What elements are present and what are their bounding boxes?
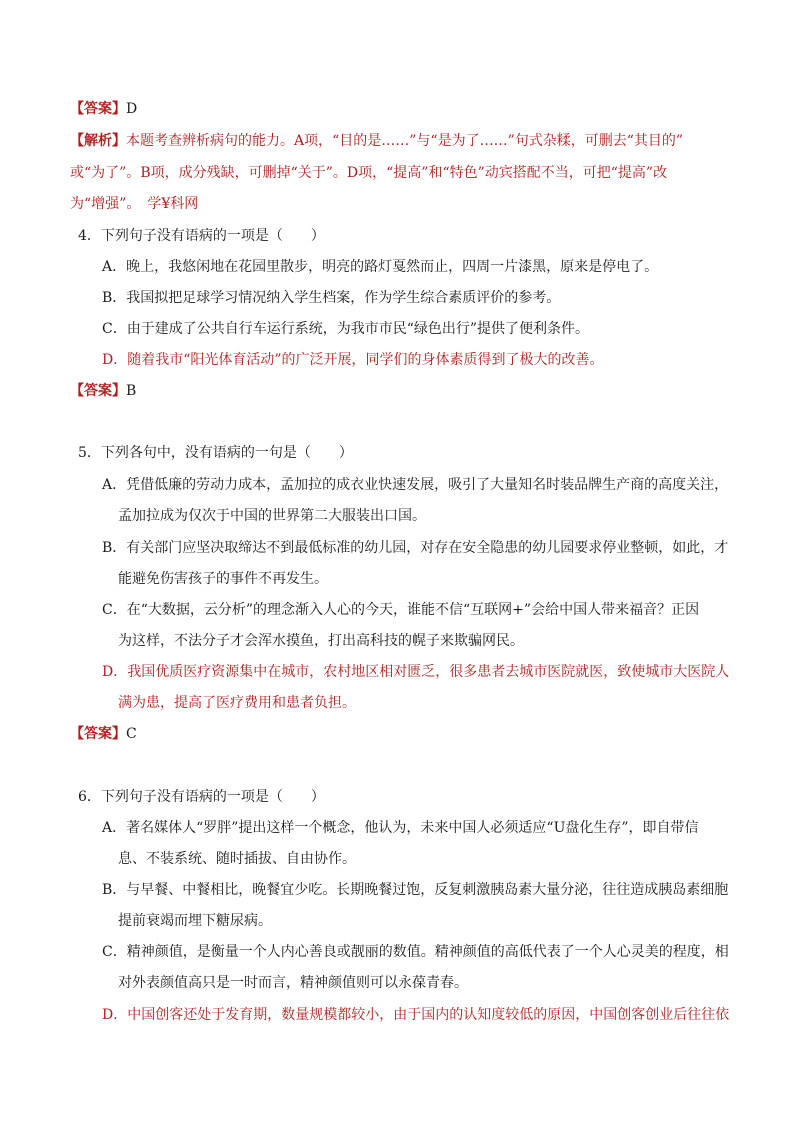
answer-tag: 【答案】 [70,383,126,399]
answer-tag: 【答案】 [70,726,126,742]
question-6-option-c-line-2: 对外表颜值高只是一时而言，精神颜值则可以永葆青春。 [118,975,468,991]
question-6-option-d-line-1: D．中国创客还处于发育期，数量规模都较小，由于国内的认知度较低的原因，中国创客创业后往往依 [102,1007,730,1023]
question-5-option-b-line-1: B．有关部门应坚决取缔达不到最低标准的幼儿园，对存在安全隐患的幼儿园要求停业整顿，如此，才 [102,540,729,556]
analysis-line-3: 为“增强”。 学¥科网 [70,196,199,212]
question-6-option-b-line-1: B．与早餐、中餐相比，晚餐宜少吃。长期晚餐过饱，反复刺激胰岛素大量分泌，往往造成胰岛素细胞 [102,882,729,898]
question-4-option-b: B．我国拟把足球学习情况纳入学生档案，作为学生综合素质评价的参考。 [102,290,561,306]
question-6-option-a-line-1: A．著名媒体人“罗胖”提出这样一个概念，他认为，未来中国人必须适应“U盘化生存”，即自带信 [102,820,699,836]
question-5-option-d-line-2: 满为患，提高了医疗费用和患者负担。 [118,695,356,711]
question-4-answer [70,381,136,401]
question-5-option-c-line-1: C．在“大数据，云分析”的理念渐入人心的今天，谁能不信“互联网+”会给中国人带来福音？正因 [102,602,700,618]
question-6-stem: 6．下列句子没有语病的一项是（ ） [78,789,325,805]
analysis-line-2: 或“为了”。B项，成分残缺，可删掉“关于”。D项，“提高”和“特色”动宾搭配不当，可把“提高”改 [70,165,668,181]
analysis-tag: 【解析】 [70,133,126,149]
answer-tag: 【答案】 [70,101,126,117]
question-5-option-b-line-2: 能避免伤害孩子的事件不再发生。 [118,571,328,587]
question-5-stem: 5．下列各句中，没有语病的一句是（ ） [78,445,353,461]
question-4-option-a: A．晚上，我悠闲地在花园里散步，明亮的路灯戛然而止，四周一片漆黑，原来是停电了。 [102,259,659,275]
question-4-option-d: D．随着我市“阳光体育活动”的广泛开展，同学们的身体素质得到了极大的改善。 [102,352,604,368]
question-4-stem: 4．下列句子没有语病的一项是（ ） [78,228,325,244]
question-5-answer [70,724,137,744]
question-6-option-b-line-2: 提前衰竭而埋下糖尿病。 [118,913,272,929]
question-5-option-c-line-2: 为这样，不法分子才会浑水摸鱼，打出高科技的幌子来欺骗网民。 [118,633,524,649]
question-5-option-d-line-1: D．我国优质医疗资源集中在城市，农村地区相对匮乏，很多患者去城市医院就医，致使城市大医院人 [102,664,730,680]
answer-line [70,99,137,119]
answer-value: B [126,383,137,399]
question-5-option-a-line-2: 孟加拉成为仅次于中国的世界第二大服装出口国。 [118,508,426,524]
answer-value: D [126,101,138,117]
analysis-text-1: 本题考查辨析病句的能力。A项，“目的是……”与“是为了……”句式杂糅，可删去“其目的” [126,133,684,149]
question-6-option-c-line-1: C．精神颜值，是衡量一个人内心善良或靓丽的数值。精神颜值的高低代表了一个人心灵美的程度，相 [102,944,729,960]
question-4-option-c: C．由于建成了公共自行车运行系统，为我市市民“绿色出行”提供了便利条件。 [102,321,590,337]
question-6-option-a-line-2: 息、不装系统、随时插拔、自由协作。 [118,851,356,867]
analysis-line-1 [70,131,683,151]
answer-value: C [126,726,137,742]
question-5-option-a-line-1: A．凭借低廉的劳动力成本，孟加拉的成衣业快速发展，吸引了大量知名时装品牌生产商的高度关注， [102,477,729,493]
